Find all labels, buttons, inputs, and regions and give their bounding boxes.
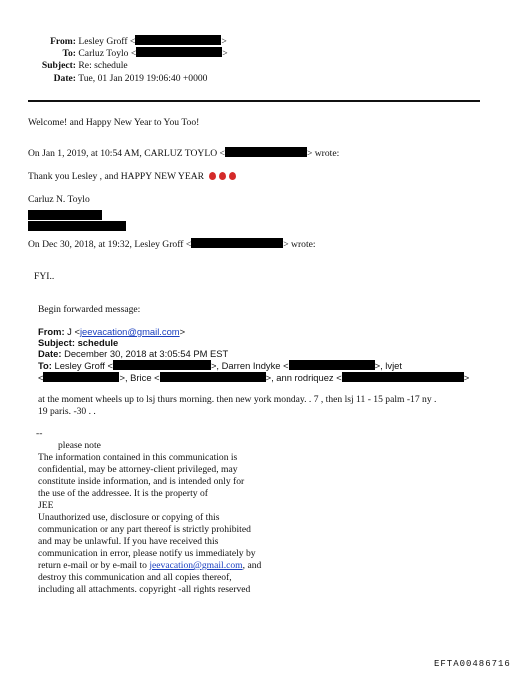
fwd-from-row xyxy=(38,326,185,338)
redaction-block xyxy=(28,217,126,235)
thank-you-text: Thank you Lesley , and HAPPY NEW YEAR xyxy=(28,171,205,182)
redaction-block xyxy=(225,147,307,157)
fwd-message-line-2: 19 paris. -30 . . xyxy=(38,406,96,417)
fwd-to-value-2: >, Darren Indyke < xyxy=(210,360,289,371)
disclaimer-line: Unauthorized use, disclosure or copying of this xyxy=(38,512,220,523)
signature-name: Carluz N. Toylo xyxy=(28,194,90,205)
balloon-icon xyxy=(229,172,236,180)
header-to-label: To: xyxy=(62,48,76,59)
header-from-close: > xyxy=(221,36,227,47)
disclaimer-email-post: , and xyxy=(242,560,262,571)
fwd-subject-row xyxy=(38,337,118,349)
disclaimer-line: constitute inside information, and is intended only for xyxy=(38,476,245,487)
disclaimer-line: confidential, may be attorney-client privileged, may xyxy=(38,464,238,475)
quote2-line xyxy=(28,238,316,251)
header-from-label: From: xyxy=(50,36,76,47)
disclaimer-line: communication or any part thereof is strictly prohibited xyxy=(38,524,251,535)
thank-you-line xyxy=(28,171,236,183)
fwd-from-value: J < xyxy=(67,326,80,337)
fwd-message-line-1: at the moment wheels up to lsj thurs morning. then new york monday. . 7 , then lsj 11 - 15 palm -17 ny . xyxy=(38,394,437,405)
disclaimer-line: and may be unlawful. If you have received this xyxy=(38,536,219,547)
redaction-block xyxy=(289,360,375,370)
fwd-to-value-7: > xyxy=(463,372,470,383)
fwd-to-row-1 xyxy=(38,360,402,372)
disclaimer-line: JEE xyxy=(38,500,54,511)
balloon-icon xyxy=(209,172,216,180)
disclaimer-line: the use of the addressee. It is the property of xyxy=(38,488,208,499)
fwd-from-close: > xyxy=(179,326,186,337)
disclaimer-line: communication in error, please notify us immediately by xyxy=(38,548,256,559)
fwd-to-row-2 xyxy=(38,372,469,384)
welcome-text: Welcome! and Happy New Year to You Too! xyxy=(28,117,200,128)
disclaimer-line: destroy this communication and all copies thereof, xyxy=(38,572,232,583)
fwd-from-email-link[interactable]: jeevacation@gmail.com xyxy=(79,326,180,337)
quote1-pre: On Jan 1, 2019, at 10:54 AM, CARLUZ TOYLO < xyxy=(28,148,225,159)
balloon-icon xyxy=(219,172,226,180)
fwd-from-label: From: xyxy=(38,326,65,337)
disclaimer-email-line xyxy=(38,560,338,572)
redaction-block xyxy=(113,360,211,370)
quote1-post: > wrote: xyxy=(306,148,340,159)
fwd-subject-value: schedule xyxy=(77,337,119,348)
fwd-to-value-1: Lesley Groff < xyxy=(54,360,113,371)
redaction-block xyxy=(43,372,119,382)
redaction-block xyxy=(342,372,464,382)
redaction-block xyxy=(160,372,266,382)
header-date-row xyxy=(40,73,207,85)
begin-forwarded-text: Begin forwarded message: xyxy=(38,304,141,315)
quote2-pre: On Dec 30, 2018, at 19:32, Lesley Groff < xyxy=(28,239,192,250)
fwd-date-row xyxy=(38,348,228,360)
redaction-block xyxy=(135,35,221,45)
header-date-value: Tue, 01 Jan 2019 19:06:40 +0000 xyxy=(78,73,208,84)
disclaimer-line: including all attachments. copyright -all rights reserved xyxy=(38,584,251,595)
header-subject-label: Subject: xyxy=(41,60,76,71)
fwd-to-value-4: < xyxy=(38,372,44,383)
header-to-close: > xyxy=(222,48,228,59)
header-subject-value: Re: schedule xyxy=(78,60,128,71)
header-subject-row xyxy=(40,60,128,72)
header-from-value: Lesley Groff < xyxy=(78,36,136,47)
fwd-to-value-5: >, Brice < xyxy=(119,372,160,383)
please-note-text: please note xyxy=(58,440,101,451)
fwd-date-value: December 30, 2018 at 3:05:54 PM EST xyxy=(64,348,229,359)
fwd-to-value-3: >, lvjet xyxy=(374,360,402,371)
quote2-post: > wrote: xyxy=(283,239,316,250)
fwd-subject-label: Subject: xyxy=(38,337,75,348)
disclaimer-email-pre: return e-mail or by e-mail to xyxy=(38,560,150,571)
quote1-line xyxy=(28,147,339,160)
sig-dash: -- xyxy=(36,428,43,439)
header-date-label: Date: xyxy=(53,73,76,84)
disclaimer-block xyxy=(38,452,338,596)
redaction-block xyxy=(191,238,283,248)
fwd-to-label: To: xyxy=(38,360,52,371)
fyi-text: FYI.. xyxy=(34,271,55,282)
header-divider xyxy=(28,100,480,102)
header-to-row xyxy=(40,47,228,60)
disclaimer-email-link[interactable]: jeevacation@gmail.com xyxy=(149,560,243,571)
document-id: EFTA00486716 xyxy=(434,659,511,669)
disclaimer-line: The information contained in this communication is xyxy=(38,452,238,463)
fwd-to-value-6: >, ann rodriquez < xyxy=(265,372,342,383)
fwd-date-label: Date: xyxy=(38,348,62,359)
redaction-block xyxy=(136,47,222,57)
header-to-value: Carluz Toylo < xyxy=(78,48,137,59)
